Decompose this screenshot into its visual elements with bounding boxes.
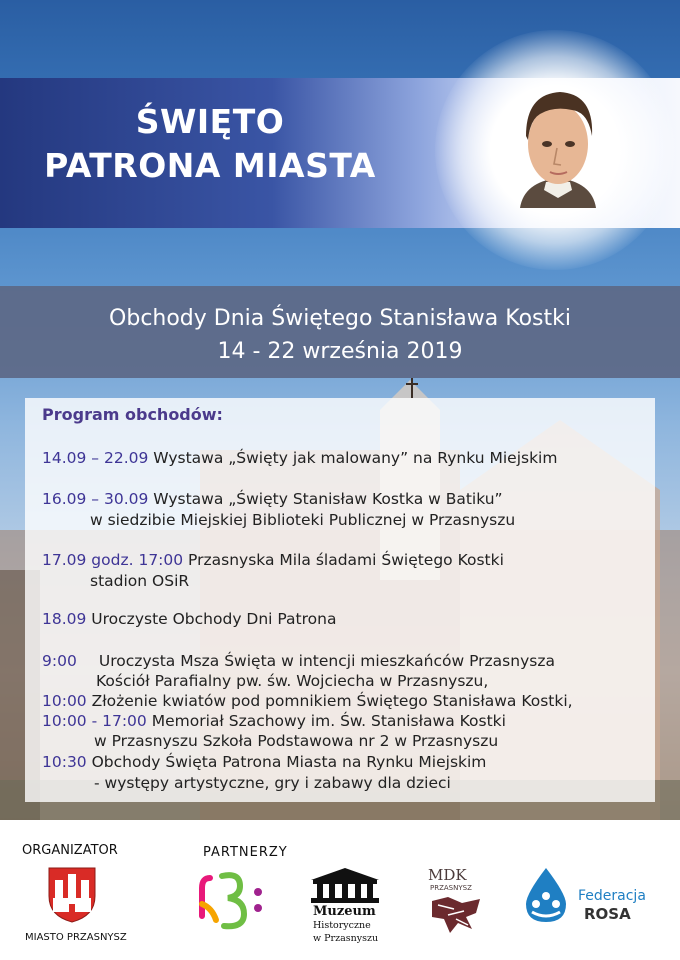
program-item: 16.09 – 30.09 Wystawa „Święty Stanisław Kostka w Batiku” — [42, 490, 503, 508]
subtitle-band — [0, 286, 680, 378]
museum-name: Muzeum — [313, 904, 376, 919]
mdk-name: MDK — [428, 866, 467, 884]
subtitle-line-1: Obchody Dnia Świętego Stanisława Kostki — [109, 306, 571, 331]
program-heading: Program obchodów: — [42, 405, 223, 424]
cross-icon — [405, 378, 419, 398]
museum-city: w Przasnyszu — [313, 933, 379, 944]
program-item-cont: - występy artystyczne, gry i zabawy dla dzieci — [94, 774, 451, 792]
museum-subtitle: Historyczne — [313, 920, 371, 931]
program-item: 14.09 – 22.09 Wystawa „Święty jak malowany” na Rynku Miejskim — [42, 449, 558, 467]
rosa-name: ROSA — [584, 905, 631, 923]
organizer-label: ORGANIZATOR — [22, 843, 118, 858]
title-line-2: PATRONA MIASTA — [44, 146, 376, 185]
water-drop-icon — [522, 866, 570, 924]
partners-label: PARTNERZY — [203, 845, 288, 860]
page-title — [30, 100, 390, 188]
program-item-cont: w siedzibie Miejskiej Biblioteki Publicznej w Przasnyszu — [90, 511, 516, 529]
program-item-cont: stadion OSiR — [90, 572, 190, 590]
rosa-federation: Federacja — [578, 888, 646, 904]
program-item: 17.09 godz. 17:00 Przasnyska Mila śladami Świętego Kostki — [42, 551, 504, 569]
program-item: 10:00 - 17:00 Memoriał Szachowy im. Św. Stanisława Kostki — [42, 712, 506, 730]
program-item-cont: w Przasnyszu Szkoła Podstawowa nr 2 w Przasnyszu — [94, 732, 499, 750]
organizer-name: MIASTO PRZASNYSZ — [25, 932, 127, 943]
title-line-1: ŚWIĘTO — [135, 102, 285, 141]
program-item: 18.09 Uroczyste Obchody Dni Patrona — [42, 610, 337, 628]
mdk-logo-icon — [428, 895, 486, 935]
museum-building-icon — [309, 866, 381, 904]
subtitle-line-2: 14 - 22 września 2019 — [217, 339, 463, 364]
partner-logo-icon — [198, 868, 268, 934]
program-item: 10:00 Złożenie kwiatów pod pomnikiem Świętego Stanisława Kostki, — [42, 692, 573, 710]
saint-portrait — [510, 86, 606, 208]
program-item: 10:30 Obchody Święta Patrona Miasta na Rynku Miejskim — [42, 753, 487, 771]
program-item-cont: Kościół Parafialny pw. św. Wojciecha w Przasnyszu, — [96, 672, 489, 690]
mdk-city: PRZASNYSZ — [430, 884, 472, 892]
program-item: 9:00 Uroczysta Msza Święta w intencji mieszkańców Przasnysza — [42, 652, 555, 670]
coat-of-arms-icon — [47, 866, 97, 924]
